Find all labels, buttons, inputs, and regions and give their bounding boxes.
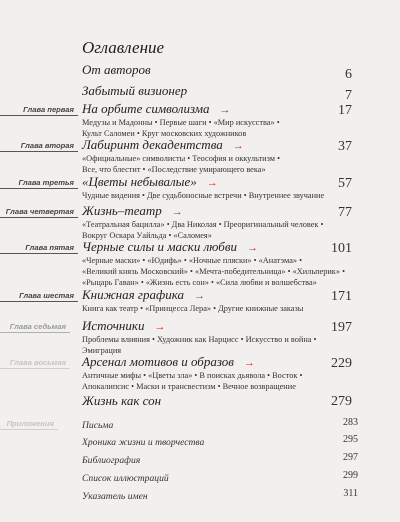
page-number: 37	[338, 139, 352, 154]
chapter-subtopics: Культ Саломеи • Круг московских художников	[82, 129, 247, 138]
toc-heading: Оглавление	[82, 38, 165, 57]
chapter-subtopics: Апокалипсис • Маски и трансвестизм • Вечное возвращение	[82, 382, 296, 391]
chapter-subtopics: Эмиграция	[82, 346, 122, 355]
arrow-icon: →	[171, 206, 183, 218]
chapter-subtopics: Вокруг Оскара Уайльда • «Саломея»	[82, 231, 212, 240]
arrow-icon: →	[246, 242, 258, 254]
chapter-label: Глава пятая	[0, 242, 78, 254]
chapter-title	[82, 354, 255, 370]
chapter-title-text: На орбите символизма	[82, 101, 210, 116]
chapter-subtopics: Все, что блестит • «Последствие умирающего века»	[82, 165, 266, 174]
chapter-title-text: Лабиринт декадентства	[82, 137, 223, 152]
chapter-title	[82, 318, 165, 334]
arrow-icon: →	[193, 290, 205, 302]
chapter-subtopics: «Черные маски» • «Юдифь» • «Ночные пляски» • «Анатэма» •	[82, 256, 303, 265]
page-number: 6	[345, 67, 352, 82]
chapter-title	[82, 287, 205, 303]
appendix-label: Приложения	[0, 418, 58, 430]
chapter-subtopics: Медузы и Мадонны • Первые шаги • «Мир искусства» •	[82, 118, 280, 127]
page-number: 17	[338, 103, 352, 118]
appendix-page-number: 311	[343, 488, 358, 499]
chapter-subtopics: «Великий князь Московский» • «Мечта-победительница» • «Хильперик» •	[82, 267, 345, 276]
arrow-icon: →	[206, 177, 218, 189]
chapter-subtopics: Чудные видения • Две судьбоносные встречи • Внутреннее звучание	[82, 191, 325, 200]
page-number: 229	[331, 356, 352, 371]
chapter-title	[82, 239, 258, 255]
page-number: 77	[338, 205, 352, 220]
chapter-title-text: Черные силы и маски любви	[82, 239, 237, 254]
chapter-subtopics: Проблемы влияния • Художник как Нарцисс • Искусство и война •	[82, 335, 317, 344]
appendix-page-number: 295	[343, 434, 358, 445]
page-number: 279	[331, 394, 352, 409]
chapter-title	[82, 203, 183, 219]
chapter-title-text: «Цветы небывалые»	[82, 174, 197, 189]
chapter-title-text: Источники	[82, 318, 145, 333]
arrow-icon: →	[154, 321, 166, 333]
chapter-label: Глава первая	[0, 104, 78, 116]
chapter-title-text: Жизнь–театр	[82, 203, 162, 218]
page-number: 7	[345, 88, 352, 103]
chapter-subtopics: «Театральная бацилла» • Два Николая • Преоригинальный человек •	[82, 220, 324, 229]
chapter-title-text: Арсенал мотивов и образов	[82, 354, 234, 369]
front-entry-title: От авторов	[82, 62, 151, 77]
appendix-item-title: Хроника жизни и творчества	[82, 437, 205, 448]
chapter-label: Глава восьмая	[0, 357, 70, 369]
appendix-page-number: 283	[343, 417, 358, 428]
chapter-label: Глава третья	[0, 177, 78, 189]
chapter-subtopics: Книга как театр • «Принцесса Лера» • Другие книжные заказы	[82, 304, 304, 313]
chapter-subtopics: «Официальные» символисты • Теософия и оккультизм •	[82, 154, 281, 163]
chapter-subtopics: Античные мифы • «Цветы зла» • В поисках дьявола • Восток •	[82, 371, 303, 380]
appendix-item-title: Указатель имен	[82, 491, 148, 502]
appendix-page-number: 299	[343, 470, 358, 481]
chapter-title-text: Книжная графика	[82, 287, 184, 302]
appendix-page-number: 297	[343, 452, 358, 463]
page-number: 171	[331, 289, 352, 304]
page-number: 197	[331, 320, 352, 335]
appendix-item-title: Письма	[82, 420, 114, 431]
appendix-item-title: Библиография	[82, 455, 141, 466]
chapter-label: Глава шестая	[0, 290, 78, 302]
chapter-label: Глава четвертая	[0, 206, 78, 218]
chapter-title	[82, 137, 244, 153]
page-number: 57	[338, 176, 352, 191]
chapter-title	[82, 174, 218, 190]
chapter-title	[82, 101, 231, 117]
page-number: 101	[331, 241, 352, 256]
chapter-label: Глава вторая	[0, 140, 78, 152]
chapter-label: Глава седьмая	[0, 321, 70, 333]
chapter-subtopics: «Рыцарь Гаван» • «Жизнь есть сон» • «Сила любви и волшебства»	[82, 278, 317, 287]
arrow-icon: →	[232, 140, 244, 152]
front-entry-title: Забытый визионер	[82, 83, 188, 98]
arrow-icon: →	[219, 104, 231, 116]
arrow-icon: →	[243, 357, 255, 369]
appendix-item-title: Список иллюстраций	[82, 473, 169, 484]
epilogue-title: Жизнь как сон	[82, 393, 162, 408]
